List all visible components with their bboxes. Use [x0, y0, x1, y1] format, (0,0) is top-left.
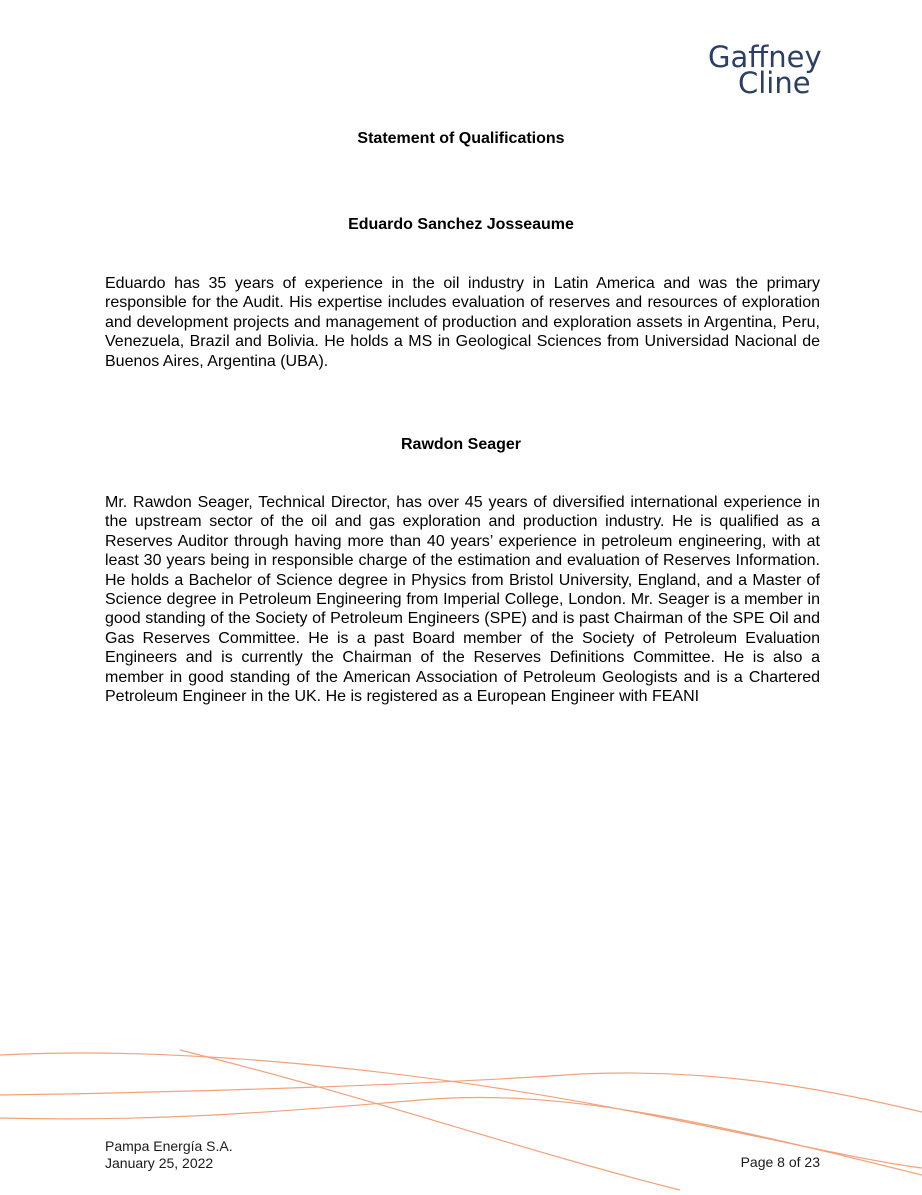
page-number: Page 8 of 23 [740, 1154, 820, 1170]
person-bio-2: Mr. Rawdon Seager, Technical Director, has over 45 years of diversified international experience in the upstream sector of the oil and gas exploration and production industry. He is qualified as a Reserves Auditor through having more than 40 years’ experience in petroleum engineering, with at least 30 years being in responsible charge of the estimation and evaluation of Reserves Information. He holds a Bachelor of Science degree in Physics from Bristol University, England, and a Master of Science degree in Petroleum Engineering from Imperial College, London. Mr. Seager is a member in good standing of the Society of Petroleum Engineers (SPE) and is past Chairman of the SPE Oil and Gas Reserves Committee. He is a past Board member of the Society of Petroleum Evaluation Engineers and is currently the Chairman of the Reserves Definitions Committee. He is also a member in good standing of the American Association of Petroleum Geologists and is a Chartered Petroleum Engineer in the UK. He is registered as a European Engineer with FEANI [105, 494, 820, 706]
wave-line-4 [180, 1050, 680, 1190]
person-name-1: Eduardo Sanchez Josseaume [348, 216, 574, 233]
person-bio-1: Eduardo has 35 years of experience in the oil industry in Latin America and was the primary responsible for the Audit. His expertise includes evaluation of reserves and resources of exploration and development projects and management of production and exploration assets in Argentina, Peru, Venezuela, Brazil and Bolivia. He holds a MS in Geological Sciences from Universidad Nacional de Buenos Aires, Argentina (UBA). [105, 275, 820, 370]
logo-line-1: Gaffney [708, 40, 822, 74]
gaffney-cline-logo [706, 40, 826, 100]
footer-date: January 25, 2022 [105, 1155, 214, 1171]
page-title: Statement of Qualifications [357, 130, 565, 147]
logo-line-2: Cline [738, 66, 811, 100]
wave-line-2 [0, 1073, 922, 1112]
person-name-2: Rawdon Seager [400, 436, 522, 453]
footer-company: Pampa Energía S.A. [105, 1138, 233, 1154]
footer-left [105, 1138, 233, 1172]
